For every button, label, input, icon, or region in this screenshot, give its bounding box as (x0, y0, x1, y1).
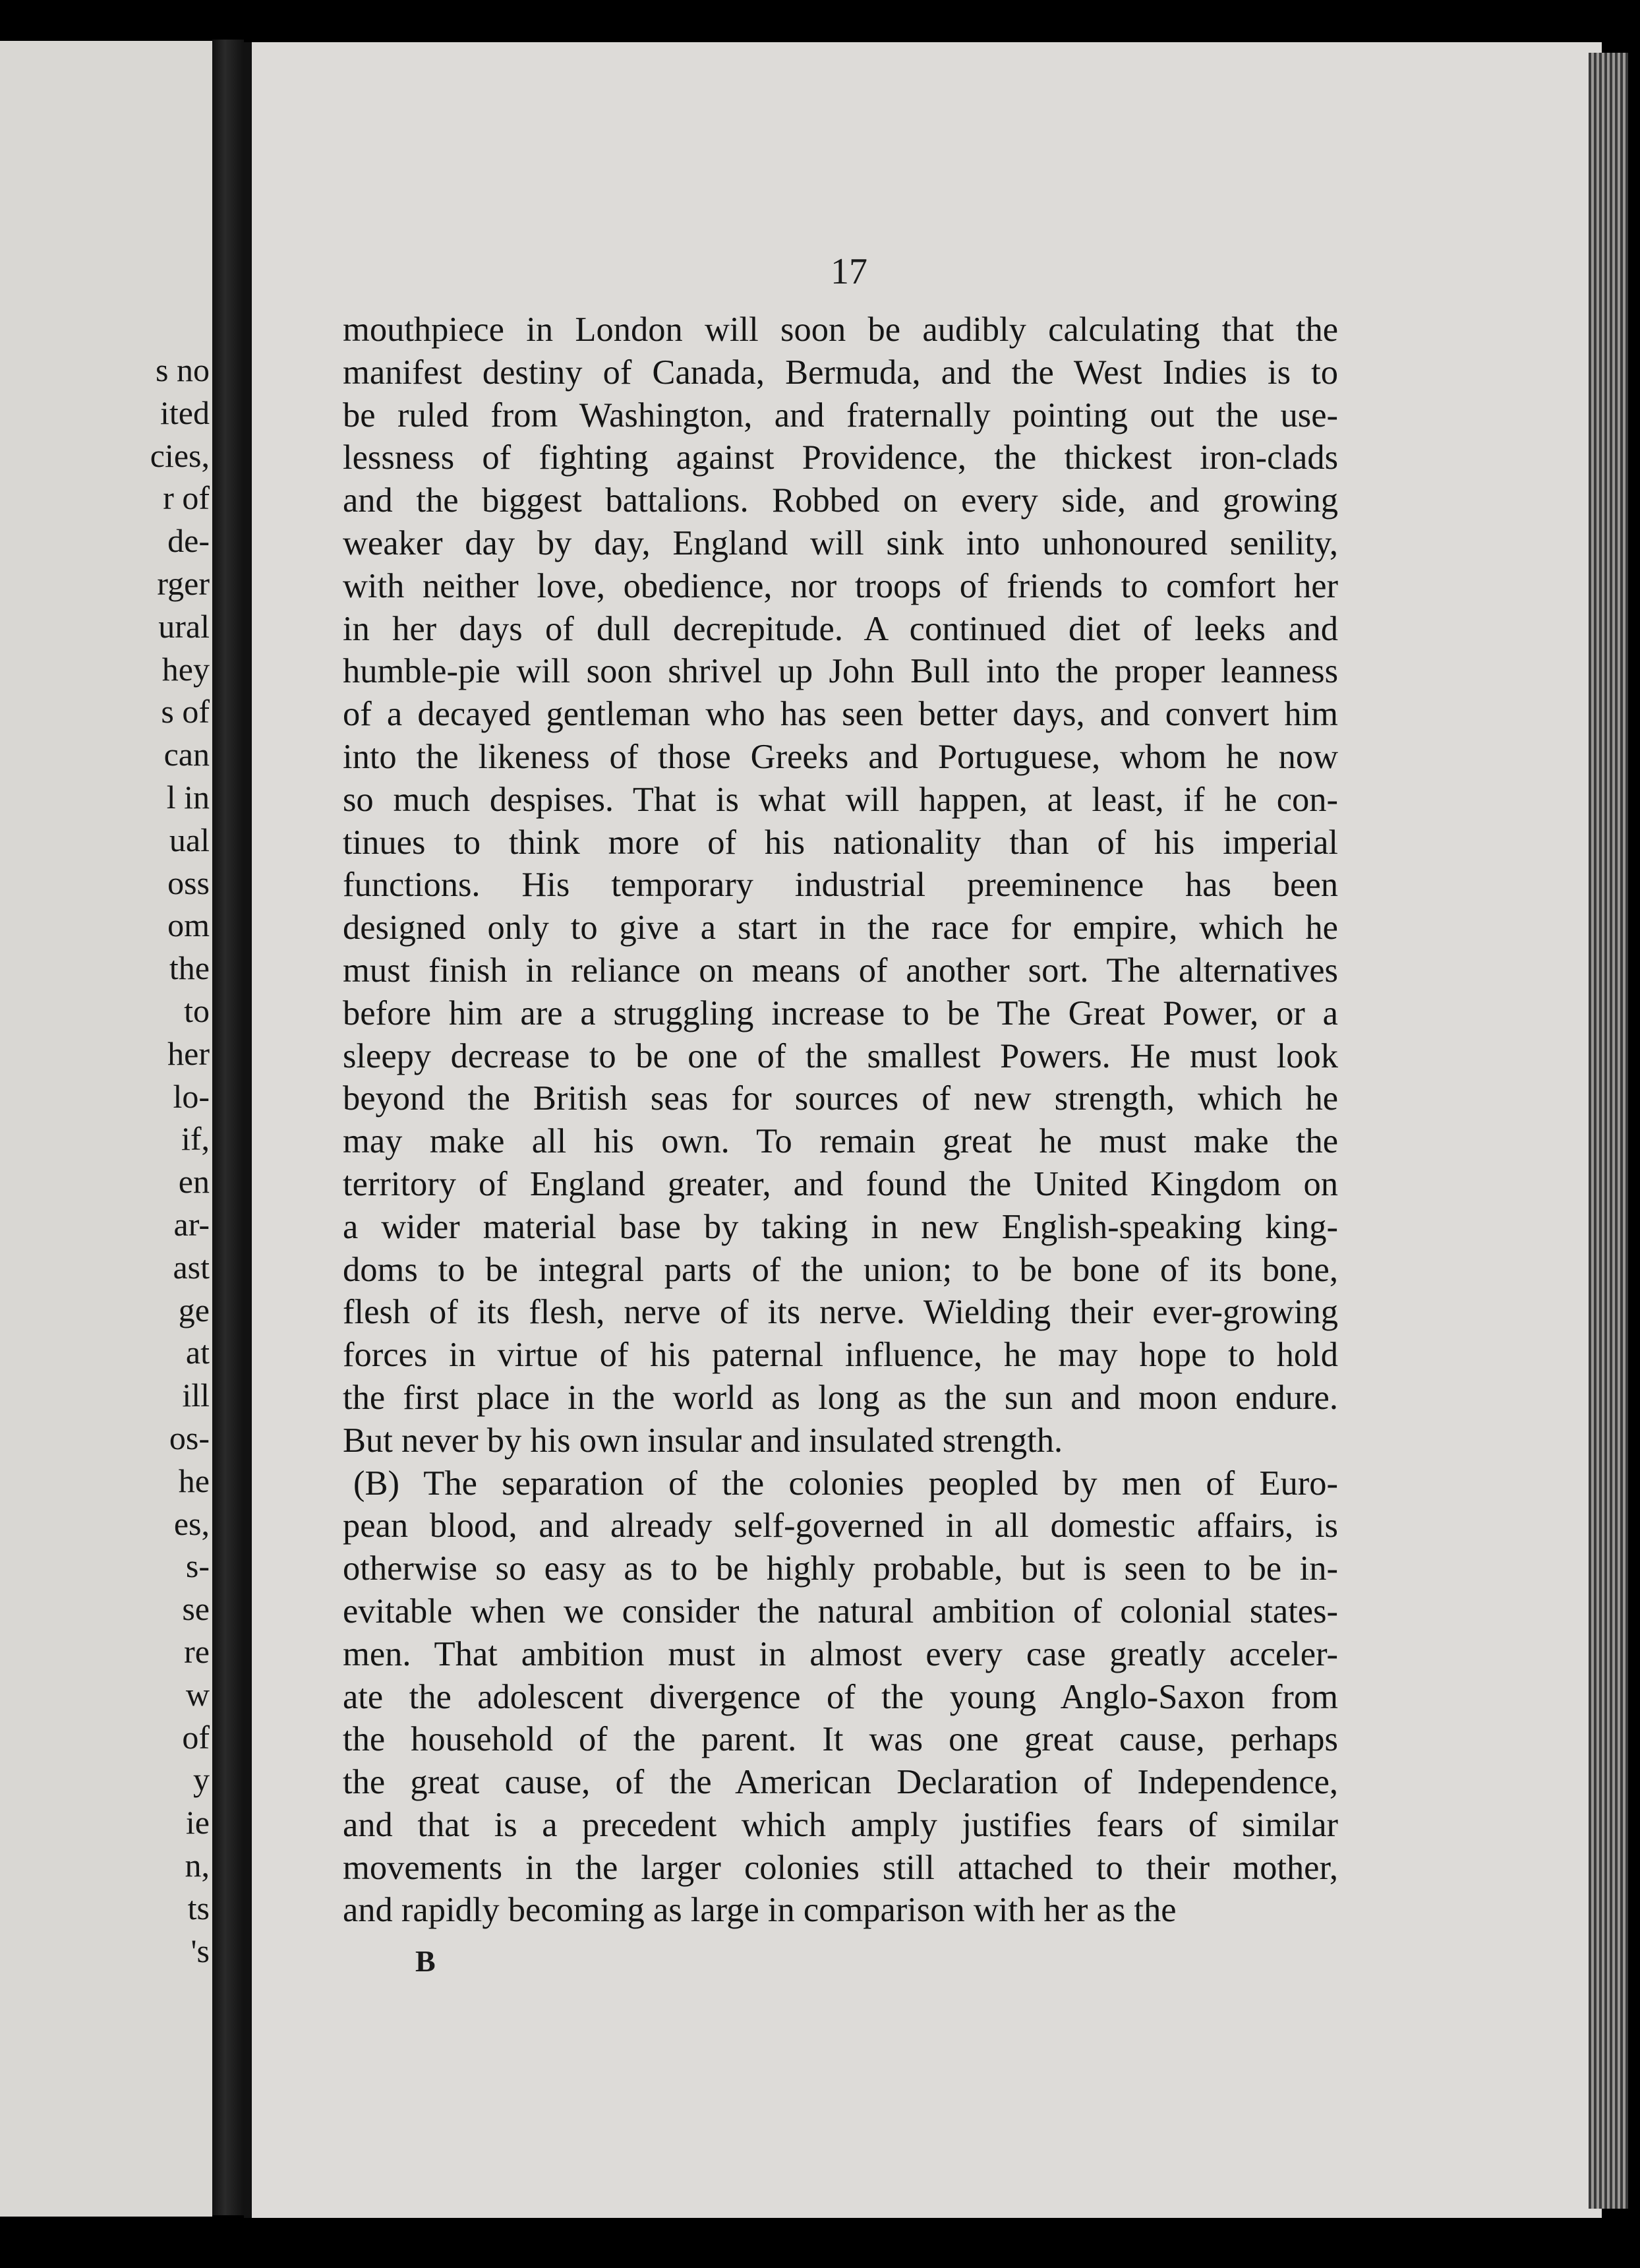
text-line: But never by his own insular and insulated strength. (343, 1421, 1063, 1460)
text-line: humble-pie will soon shrivel up John Bull into the proper leanness (343, 652, 1338, 691)
left-page-fragment: ited (160, 394, 210, 431)
text-line: sleepy decrease to be one of the smallest Powers. He must look (343, 1036, 1338, 1075)
text-line: and the biggest battalions. Robbed on every side, and growing (343, 481, 1338, 520)
left-page-fragment: l in (166, 779, 210, 816)
left-page-fragment: r of (163, 479, 210, 517)
text-line: before him are a struggling increase to be The Great Power, or a (343, 994, 1338, 1032)
text-line: a wider material base by taking in new English-speaking king- (343, 1207, 1338, 1246)
left-page-fragment: rger (157, 565, 210, 602)
text-line: otherwise so easy as to be highly probable, but is seen to be in- (343, 1549, 1338, 1588)
left-page-fragment: ual (169, 821, 210, 858)
left-page-fragment: ural (158, 607, 210, 645)
left-page-fragment: ge (178, 1291, 210, 1328)
text-line: the household of the parent. It was one great cause, perhaps (343, 1720, 1338, 1759)
left-page-fragment: ts (187, 1889, 210, 1926)
body-text (343, 309, 1338, 1932)
left-page-fragment: w (185, 1675, 210, 1713)
left-page-fragment: n, (185, 1847, 210, 1884)
text-line: be ruled from Washington, and fraternally pointing out the use- (343, 396, 1338, 434)
text-line: functions. His temporary industrial preeminence has been (343, 866, 1338, 905)
left-page-fragment: lo- (173, 1077, 210, 1115)
left-page-fragment: the (169, 949, 210, 987)
text-line: so much despises. That is what will happen, at least, if he con- (343, 780, 1338, 819)
left-page-fragment: ill (182, 1377, 210, 1414)
text-line: and rapidly becoming as large in comparison with her as the (343, 1891, 1177, 1930)
left-page-fragment: se (182, 1590, 210, 1628)
left-page-fragment: can (163, 736, 210, 773)
left-page-fragment: hey (161, 650, 210, 688)
left-page-fragment: s of (161, 693, 210, 731)
signature-mark: B (415, 1944, 436, 1978)
left-facing-page (0, 41, 212, 2217)
text-line: and that is a precedent which amply justifies fears of similar (343, 1805, 1338, 1844)
text-line: evitable when we consider the natural ambition of colonial states- (343, 1592, 1338, 1630)
text-line: movements in the larger colonies still attached to their mother, (343, 1848, 1338, 1887)
left-page-fragment: re (184, 1633, 210, 1670)
text-line: territory of England greater, and found the United Kingdom on (343, 1164, 1338, 1203)
left-page-fragment: ie (185, 1804, 210, 1841)
text-line: flesh of its flesh, nerve of its nerve. Wielding their ever-growing (343, 1293, 1338, 1332)
text-line: the great cause, of the American Declaration of Independence, (343, 1763, 1338, 1802)
text-line: into the likeness of those Greeks and Portuguese, whom he now (343, 737, 1338, 776)
text-line: men. That ambition must in almost every case greatly acceler- (343, 1634, 1338, 1673)
text-line: lessness of fighting against Providence, the thickest iron-clads (343, 438, 1338, 477)
text-line: (B) The separation of the colonies peopled by men of Euro- (353, 1464, 1338, 1503)
left-page-fragment: de- (167, 522, 210, 560)
text-line: forces in virtue of his paternal influence, he may hope to hold (343, 1336, 1338, 1375)
text-line: may make all his own. To remain great he must make the (343, 1122, 1338, 1161)
left-page-fragment: om (167, 907, 210, 944)
text-line: beyond the British seas for sources of new strength, which he (343, 1079, 1338, 1118)
text-line: tinues to think more of his nationality than of his imperial (343, 823, 1338, 862)
left-page-fragment: s- (185, 1547, 210, 1585)
left-page-fragment: if, (181, 1120, 210, 1158)
text-line: of a decayed gentleman who has seen better days, and convert him (343, 695, 1338, 734)
left-page-fragment: os- (169, 1419, 210, 1456)
left-page-fragment: 's (190, 1932, 210, 1969)
text-line: designed only to give a start in the race for empire, which he (343, 909, 1338, 947)
text-line: ate the adolescent divergence of the young Anglo-Saxon from (343, 1677, 1338, 1716)
text-line: weaker day by day, England will sink into unhonoured senility, (343, 523, 1338, 562)
left-page-fragment: her (167, 1034, 210, 1072)
book-gutter (212, 40, 244, 2215)
left-page-fragment: y (193, 1761, 210, 1799)
left-page-fragment: cies, (150, 436, 210, 474)
text-line: mouthpiece in London will soon be audibly calculating that the (343, 311, 1338, 349)
text-line: pean blood, and already self-governed in all domestic affairs, is (343, 1507, 1338, 1545)
left-page-fragment: ar- (173, 1206, 210, 1243)
page-edges (1589, 53, 1628, 2209)
left-page-fragment: to (184, 992, 210, 1029)
left-page-fragment: ast (173, 1248, 210, 1286)
text-line: in her days of dull decrepitude. A continued diet of leeks and (343, 609, 1338, 648)
page-number: 17 (831, 251, 867, 292)
text-line: manifest destiny of Canada, Bermuda, and the West Indies is to (343, 353, 1338, 392)
left-page-fragment: s no (156, 351, 210, 388)
left-page-fragment: oss (167, 864, 210, 901)
text-line: with neither love, obedience, nor troops of friends to comfort her (343, 566, 1338, 605)
text-line: must finish in reliance on means of another sort. The alternatives (343, 951, 1338, 990)
left-page-fragment: es, (173, 1505, 210, 1542)
left-page-fragment: of (182, 1718, 210, 1756)
left-page-fragment: en (178, 1163, 210, 1201)
text-line: doms to be integral parts of the union; to be bone of its bone, (343, 1250, 1338, 1289)
text-line: the first place in the world as long as the sun and moon endure. (343, 1378, 1338, 1417)
left-page-fragment: at (185, 1334, 210, 1371)
left-page-fragment: he (178, 1462, 210, 1499)
